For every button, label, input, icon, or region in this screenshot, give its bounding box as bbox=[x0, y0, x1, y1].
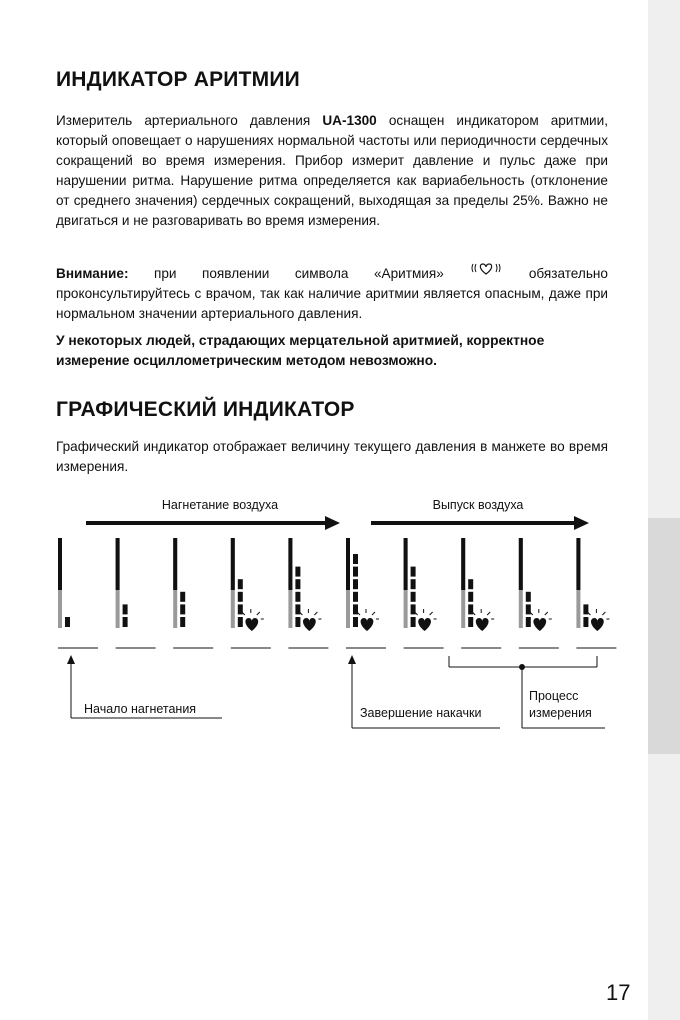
paragraph-warning: Внимание: при появлении символа «Аритмия» обязательно проконсультируйтесь с врачом, так как наличие аритмии является опасным, даже при нормальном значении артериального давления. bbox=[56, 261, 608, 324]
indicator-panel bbox=[288, 538, 328, 648]
pressure-segment bbox=[353, 579, 358, 589]
pressure-segment bbox=[123, 617, 128, 627]
model-name: UA-1300 bbox=[322, 113, 377, 128]
indicator-panel bbox=[58, 538, 98, 648]
heart-icon bbox=[533, 618, 546, 631]
indicator-panel bbox=[116, 538, 156, 648]
heart-icon bbox=[361, 618, 374, 631]
process-label-1: Процесс bbox=[529, 689, 579, 703]
indicator-panel bbox=[346, 538, 386, 648]
indicator-panel bbox=[231, 538, 271, 648]
pressure-segment bbox=[353, 554, 358, 564]
pressure-segment bbox=[238, 592, 243, 602]
process-label-2: измерения bbox=[529, 706, 592, 720]
pressure-segment bbox=[180, 604, 185, 614]
heart-icon bbox=[418, 618, 431, 631]
pressure-segment bbox=[411, 567, 416, 577]
inflation-arrow bbox=[86, 516, 340, 530]
pressure-segment bbox=[180, 592, 185, 602]
pressure-segment bbox=[295, 592, 300, 602]
paragraph-graphic-indicator: Графический индикатор отображает величину текущего давления в манжете во время измерения. bbox=[56, 439, 608, 474]
heart-icon bbox=[591, 618, 604, 631]
paragraph-atrial-fibrillation: У некоторых людей, страдающих мерцательной аритмией, корректное измерение осциллометрическим методом невозможно. bbox=[56, 333, 545, 368]
pressure-segment bbox=[180, 617, 185, 627]
indicator-panel bbox=[173, 538, 213, 648]
start-annotation bbox=[67, 655, 222, 718]
end-label: Завершение накачки bbox=[360, 706, 482, 720]
pressure-segment bbox=[353, 592, 358, 602]
deflation-arrow bbox=[371, 516, 589, 530]
start-label: Начало нагнетания bbox=[84, 702, 197, 716]
indicator-panel bbox=[576, 538, 616, 648]
indicator-panel bbox=[461, 538, 501, 648]
inflation-label: Нагнетание воздуха bbox=[161, 498, 279, 512]
pressure-segment bbox=[411, 592, 416, 602]
end-annotation bbox=[348, 655, 500, 728]
section-title-arrhythmia: ИНДИКАТОР АРИТМИИ bbox=[56, 68, 300, 91]
warning-label: Внимание: bbox=[56, 266, 129, 281]
pressure-segment bbox=[123, 604, 128, 614]
pressure-segment bbox=[353, 567, 358, 577]
section-title-graphic-indicator: ГРАФИЧЕСКИЙ ИНДИКАТОР bbox=[56, 398, 355, 421]
pressure-segment bbox=[468, 579, 473, 589]
pressure-segment bbox=[295, 579, 300, 589]
heart-icon bbox=[245, 618, 258, 631]
pressure-segment bbox=[295, 567, 300, 577]
page-number: 17 bbox=[606, 980, 631, 1005]
pressure-segment bbox=[411, 579, 416, 589]
pressure-segment bbox=[468, 592, 473, 602]
heart-icon bbox=[303, 618, 316, 631]
heart-icon bbox=[476, 618, 489, 631]
pressure-segment bbox=[238, 579, 243, 589]
paragraph-arrhythmia-intro: Измеритель артериального давления UA-1300 оснащен индикатором аритмии, который оповещает о нарушениях нормальной частоты или периодичности сердечных сокращений во время измерения. Прибор измерит давление и пульс даже при нарушении ритма. Нарушение ритма определяется как вариабельность (отклонение от среднего значения) сердечных сокращений, выходящая за пределы 25%. Важно не двигаться и не разговаривать во время измерения. bbox=[56, 113, 608, 228]
indicator-panel bbox=[404, 538, 444, 648]
pressure-segment bbox=[526, 592, 531, 602]
pressure-segment bbox=[65, 617, 70, 627]
deflation-label: Выпуск воздуха bbox=[432, 498, 524, 512]
indicator-panel bbox=[519, 538, 559, 648]
